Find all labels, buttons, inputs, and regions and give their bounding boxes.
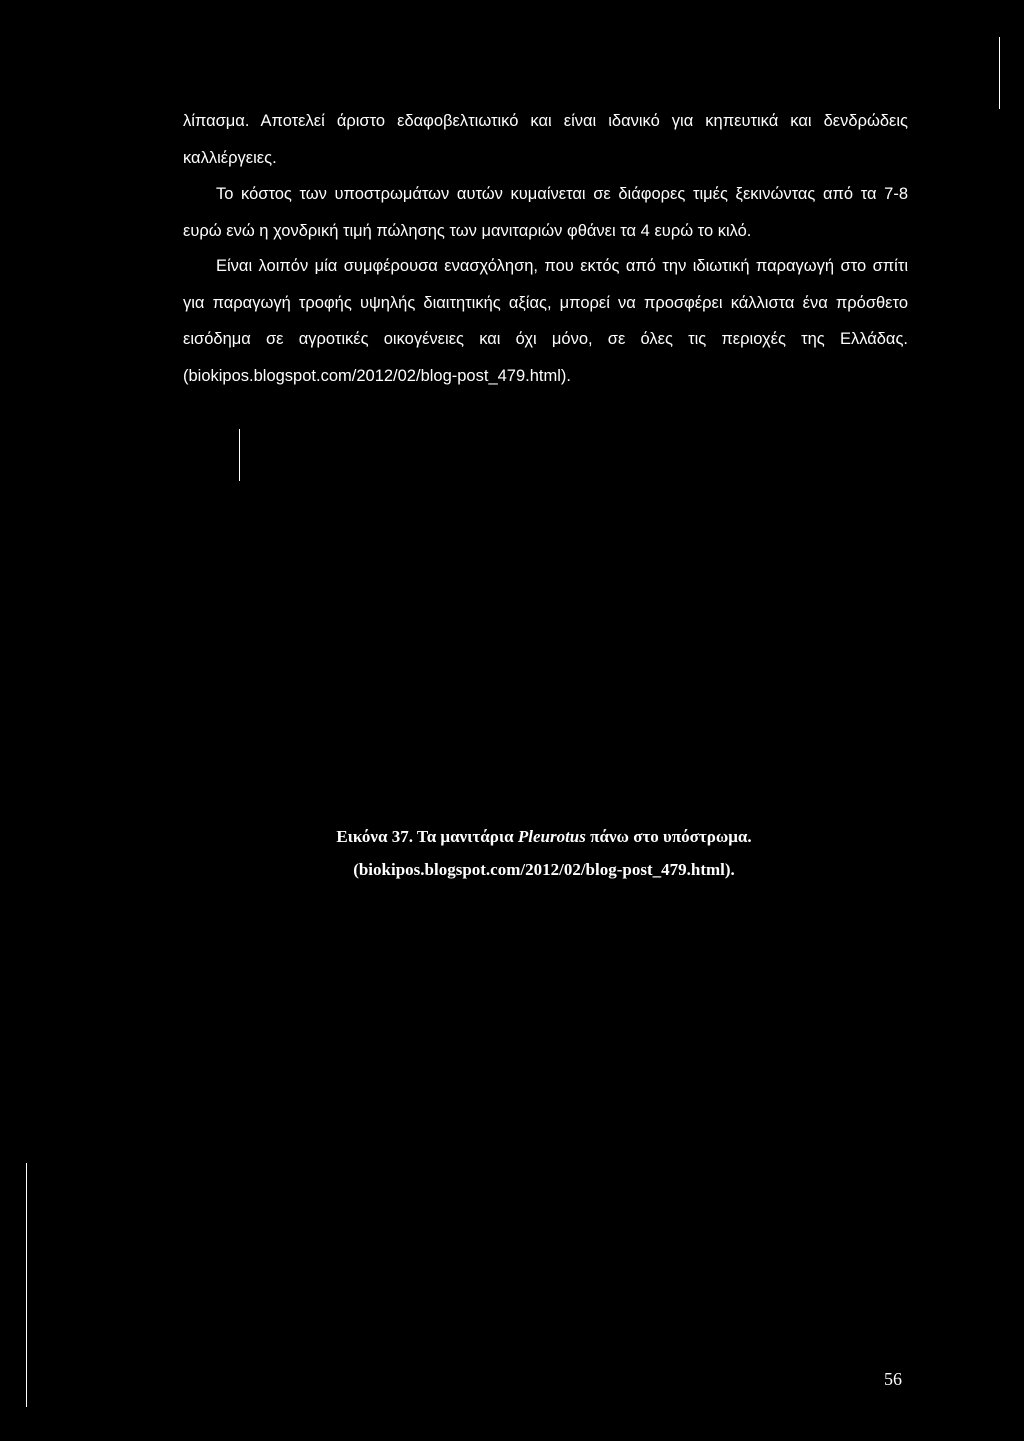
figure-image-placeholder-mark — [239, 429, 240, 481]
caption-species: Pleurotus — [517, 827, 586, 846]
page-number: 56 — [884, 1369, 902, 1389]
paragraph-income: Είναι λοιπόν μία συμφέρουσα ενασχόληση, που εκτός από την ιδιωτική παραγωγή στο σπίτι για παραγωγή τροφής υψηλής διαιτητικής αξίας, μπορεί να προσφέρει κάλλιστα ένα πρόσθετο εισόδημα σε αγροτικές οικογένειες και όχι μόνο, σε όλες τις περιοχές της Ελλάδας. (biokipos.blogspot.com/2012/02/blog-post_479.html). — [183, 257, 908, 385]
top-right-margin-line — [999, 37, 1000, 109]
figure-caption-source: (biokipos.blogspot.com/2012/02/blog-post_479.html). — [353, 860, 735, 879]
caption-suffix: πάνω στο υπόστρωμα. — [585, 827, 752, 846]
caption-prefix: Εικόνα 37. Τα μανιτάρια — [336, 827, 518, 846]
figure-caption — [0, 825, 1024, 849]
paragraph-cost: Το κόστος των υποστρωμάτων αυτών κυμαίνεται σε διάφορες τιμές ξεκινώντας από τα 7-8 ευρώ ενώ η χονδρική τιμή πώλησης των μανιταριών φθάνει τα 4 ευρώ το κιλό. — [183, 185, 908, 240]
left-margin-line — [26, 1163, 27, 1407]
paragraph-continuation: λίπασμα. Αποτελεί άριστο εδαφοβελτιωτικό και είναι ιδανικό για κηπευτικά και δενδρώδεις καλλιέργειες. — [183, 112, 908, 167]
